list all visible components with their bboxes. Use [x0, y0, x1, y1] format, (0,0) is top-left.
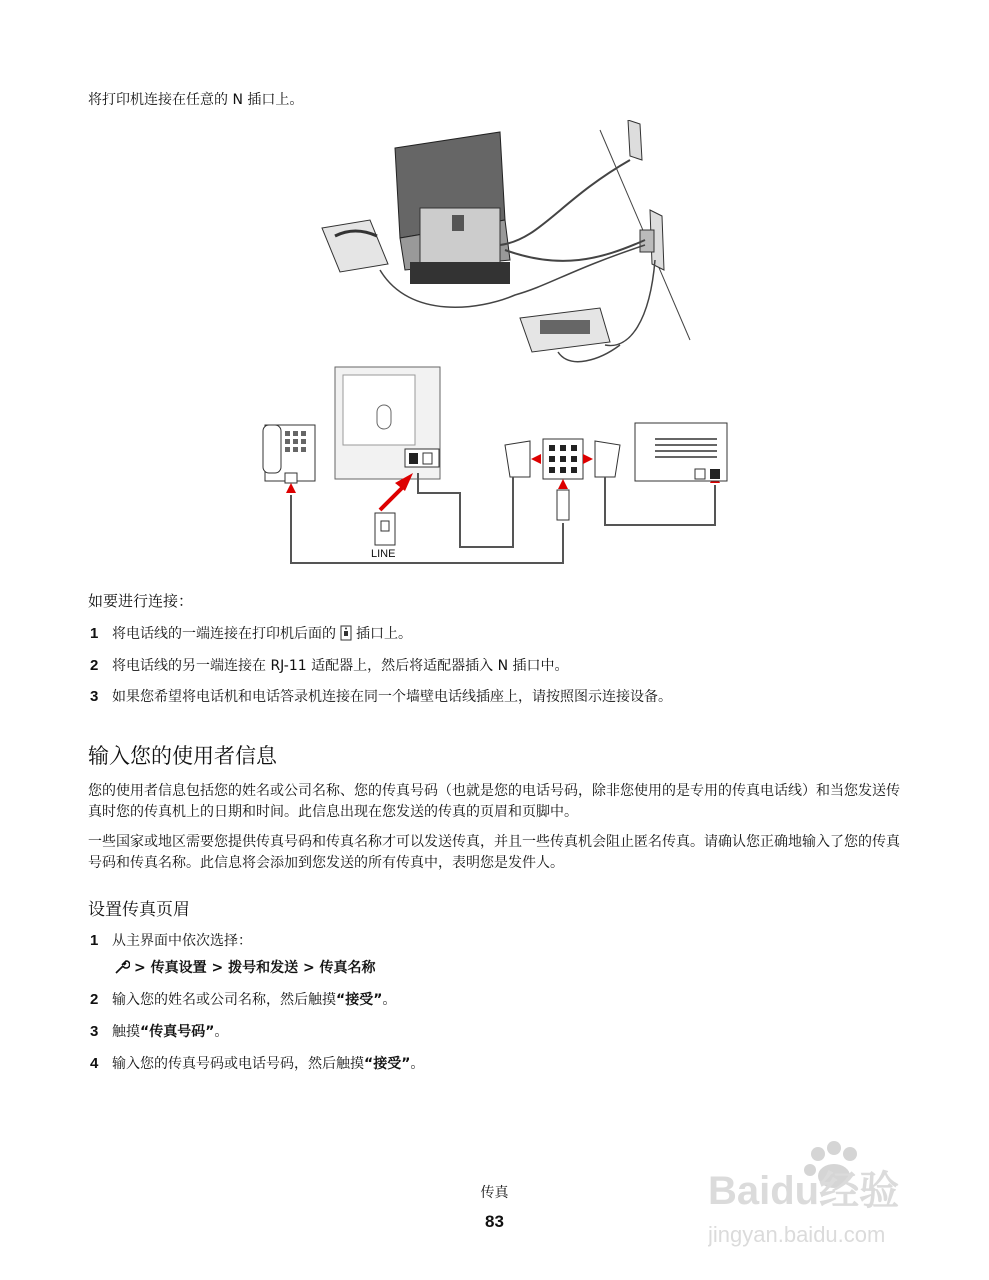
- step-number: 2: [90, 656, 99, 674]
- step-number: 2: [90, 990, 99, 1008]
- step-text: 如果您希望将电话机和电话答录机连接在同一个墙壁电话线插座上，请按照图示连接设备。: [112, 689, 672, 705]
- step-text: 从主界面中依次选择：: [112, 933, 252, 949]
- line-port-icon: [340, 625, 352, 641]
- fax-number-label: “传真号码”: [140, 1024, 215, 1040]
- connect-heading: 如要进行连接：: [88, 592, 194, 610]
- step-text: 输入您的传真号码或电话号码，然后触摸: [112, 1056, 364, 1072]
- subsection-title: 设置传真页眉: [88, 900, 190, 920]
- printer-connection-illustration: [300, 120, 700, 380]
- step-text: 输入您的姓名或公司名称，然后触摸: [112, 992, 336, 1008]
- header-step-4: [90, 1053, 424, 1073]
- accept-label: “接受”: [336, 992, 383, 1008]
- watermark-url: jingyan.baidu.com: [708, 1222, 886, 1247]
- step-number: 4: [90, 1054, 99, 1072]
- step-number: 3: [90, 1022, 99, 1040]
- user-info-paragraph-1: 您的使用者信息包括您的姓名或公司名称、您的传真号码（也就是您的电话号码，除非您使用的是专用的传真电话线）和当您发送传真时您的传真机上的日期和时间。此信息出现在您发送的传真的页眉和页脚中。: [88, 783, 900, 820]
- step-text: 将电话线的另一端连接在 RJ-11 适配器上，然后将适配器插入 N 插口中。: [112, 658, 569, 674]
- step-text-tail: 。: [214, 1024, 229, 1040]
- connect-step-1: [90, 623, 412, 643]
- wrench-icon: [114, 959, 130, 975]
- line-jack-label: LINE: [371, 548, 396, 560]
- step-text-tail: 。: [382, 992, 397, 1008]
- header-step-3: [90, 1021, 228, 1041]
- menu-path-text: > 传真设置 > 拨号和发送 > 传真名称: [134, 960, 376, 976]
- header-step-1: [90, 930, 252, 950]
- connect-step-2: [90, 655, 569, 675]
- step-text: 将电话线的一端连接在打印机后面的: [112, 626, 336, 642]
- intro-text: 将打印机连接在任意的 N 插口上。: [88, 92, 304, 108]
- step-number: 1: [90, 624, 99, 642]
- user-info-paragraph-2: 一些国家或地区需要您提供传真号码和传真名称才可以发送传真，并且一些传真机会阻止匿名传真。请确认您正确地输入了您的传真号码和传真名称。此信息将会添加到您发送的所有传真中，表明您是发件人。: [88, 834, 900, 871]
- accept-label: “接受”: [364, 1056, 411, 1072]
- baidu-watermark: [708, 1132, 938, 1252]
- menu-path: [114, 957, 376, 977]
- connection-schematic: [255, 365, 735, 570]
- step-number: 1: [90, 931, 99, 949]
- header-step-2: [90, 989, 396, 1009]
- step-text-tail: 。: [410, 1056, 425, 1072]
- step-number: 3: [90, 687, 99, 705]
- step-text-tail: 插口上。: [356, 626, 412, 642]
- connect-step-3: [90, 686, 672, 706]
- watermark-brand: Baidu经验: [708, 1169, 900, 1213]
- page-number: 83: [485, 1212, 504, 1231]
- section-title: 输入您的使用者信息: [88, 744, 277, 768]
- footer-section-label: 传真: [480, 1185, 509, 1201]
- step-text: 触摸: [112, 1024, 140, 1040]
